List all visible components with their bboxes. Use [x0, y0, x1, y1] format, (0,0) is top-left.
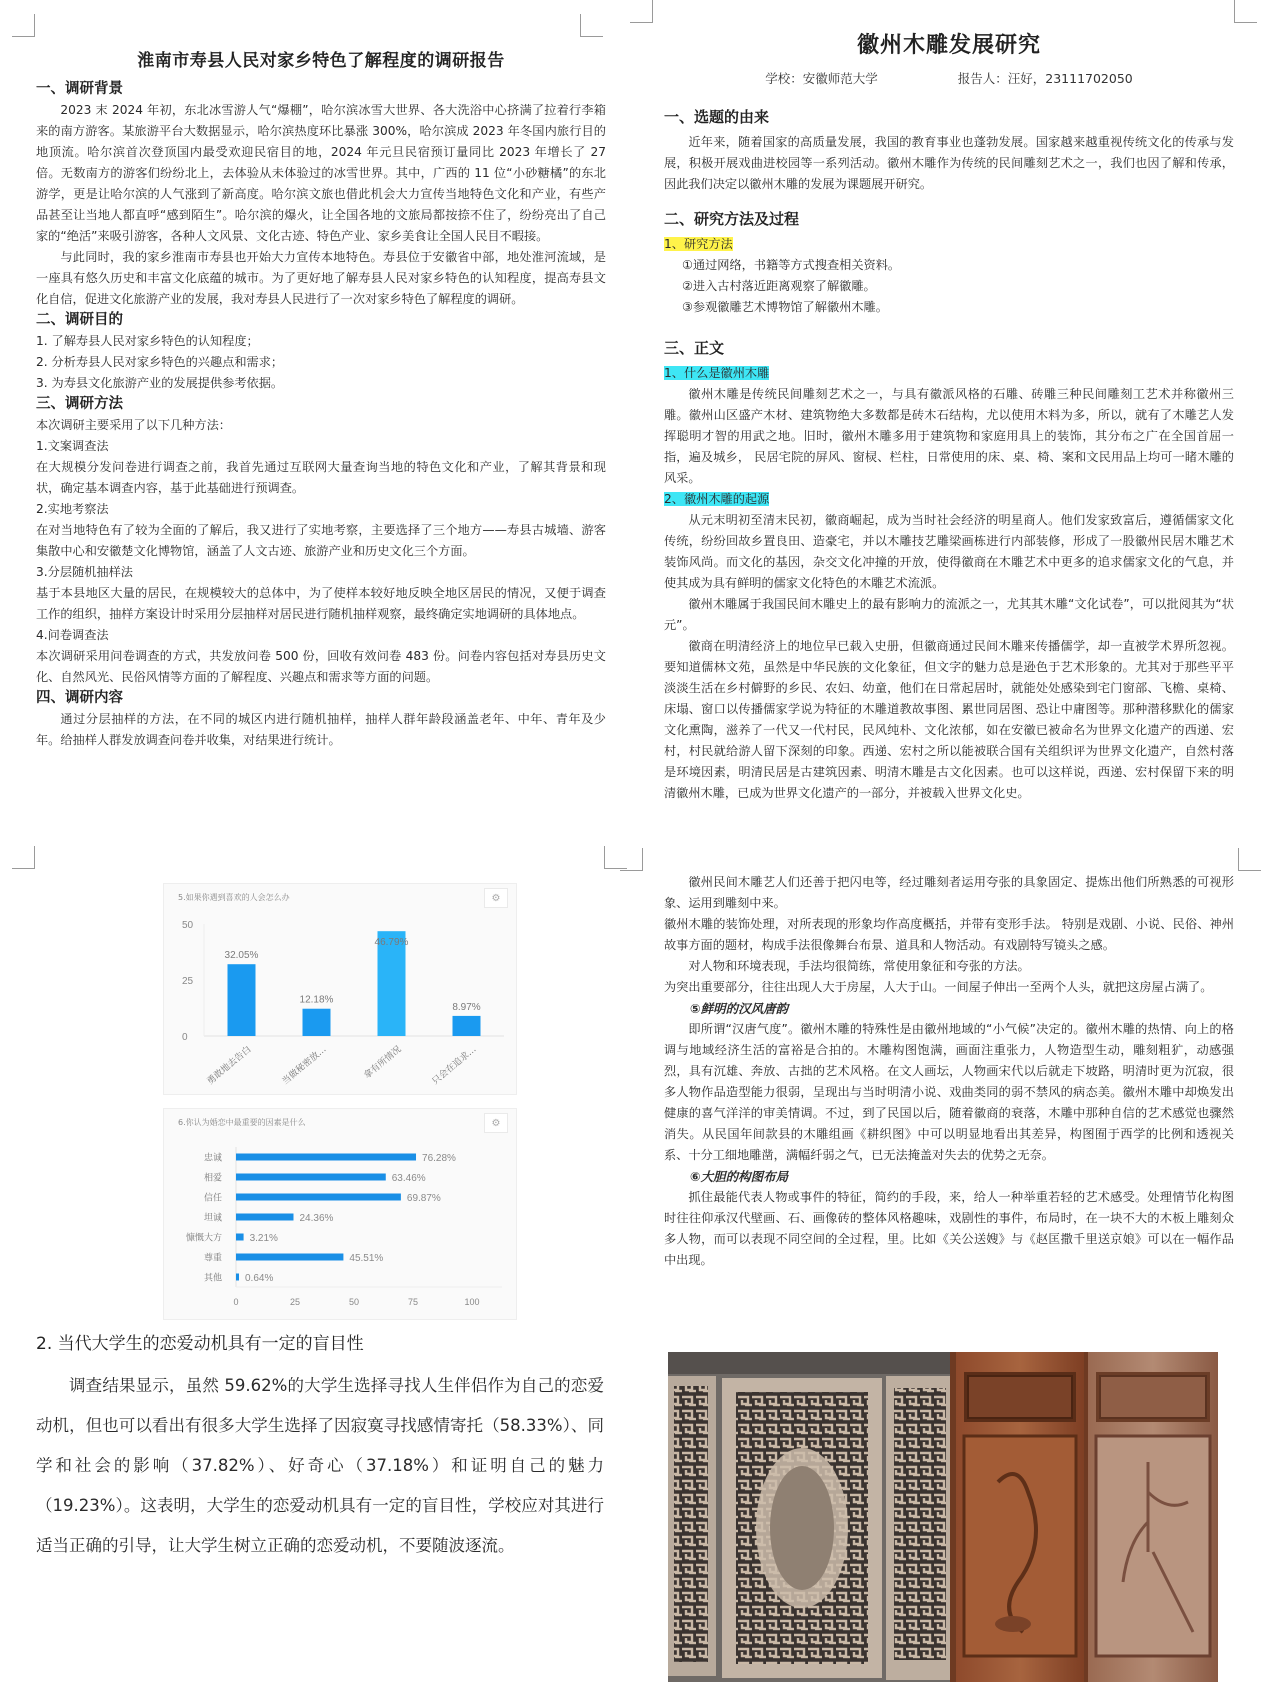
bar-value-label: 0.64% — [245, 1273, 274, 1284]
paragraph: 徽州木雕属于我国民间木雕史上的最有影响力的流派之一，尤其其木雕“文化试卷”，可以批阅其为“状元”。 — [664, 597, 1234, 632]
highlighted-subheading: 1、什么是徽州木雕 — [664, 366, 770, 380]
page-corner-mark — [1234, 0, 1257, 23]
paragraph: 本次调研采用问卷调查的方式，共发放问卷 500 份，回收有效问卷 483 份。问卷内容包括对寿县历史文化、自然风光、民俗风情等方面的了解程度、兴趣点和需求等方面的问题。 — [36, 649, 606, 684]
paragraph: 徽州民间木雕艺人们还善于把闪电等，经过雕刻者运用夸张的具象固定、提炼出他们所熟悉的可视形象、运用到雕刻中来。 — [664, 875, 1234, 910]
woodcarving-report-page — [664, 28, 1234, 804]
list-item: ③参观徽雕艺术博物馆了解徽州木雕。 — [682, 300, 888, 314]
highlighted-subheading: 2、徽州木雕的起源 — [664, 492, 770, 506]
paragraph: 徽州木雕是传统民间雕刻艺术之一，与具有徽派风格的石雕、砖雕三种民间雕刻工艺术并称徽州三雕。徽州山区盛产木材、建筑物绝大多数都是砖木石结构，尤以使用木料为多，所以，就有了木雕艺人发挥聪明才智的用武之地。旧时，徽州木雕多用于建筑物和家庭用具上的装饰，其分布之广在全国首屈一指，遍及城乡， 民居宅院的屏风、窗棂、栏柱，日常使用的床、桌、椅、案和文民用品上均可一睹木雕的风采。 — [664, 387, 1234, 485]
essay-heading: 2. 当代大学生的恋爱动机具有一定的盲目性 — [36, 1334, 364, 1354]
bar — [236, 1254, 343, 1261]
highlighted-subheading: 1、研究方法 — [664, 237, 733, 251]
school-label: 学校：安徽师范大学 — [765, 71, 878, 86]
paragraph: 对人物和环境表现，手法均很简练，常使用象征和夸张的方法。 — [688, 959, 1030, 973]
bar — [236, 1174, 386, 1181]
chart-card-2 — [163, 1108, 517, 1320]
bar — [236, 1154, 416, 1161]
woodcarving-photo — [668, 1352, 1226, 1682]
gear-icon[interactable]: ⚙ — [484, 888, 508, 908]
x-tick-label: 75 — [407, 1297, 419, 1307]
paragraph: 通过分层抽样的方法，在不同的城区内进行随机抽样，抽样人群年龄段涵盖老年、中年、青年及少年。给抽样人群发放调查问卷并收集，对结果进行统计。 — [36, 712, 606, 747]
bar — [453, 1016, 481, 1036]
paragraph: 即所谓“汉唐气度”。徽州木雕的特殊性是由徽州地域的“小气候”决定的。徽州木雕的热情、向上的格调与地域经济生活的富裕是合拍的。木雕构图饱满，画面注重张力，人物造型生动，雕刻粗犷，动感强烈，具有沉雄、奔放、古拙的艺术风格。在文人画坛，人物画宋代以后就走下坡路，明清时更为沉寂，很多人物作品造型能力很弱，呈现出与当时明清小说、戏曲类同的弱不禁风的病态美。徽州木雕中却焕发出健康的喜气洋洋的审美情调。不过，到了民国以后，随着徽商的衰落，木雕中那种自信的艺术感觉也骤然消失。从民国年间款县的木雕组画《耕织图》中可以明显地看出其差异，构图囿于西学的比例和透视关系、十分工细地雕凿，满幅纤弱之气，已无法掩盖对失去的优势之无奈。 — [664, 1022, 1234, 1162]
horizontal-bar-chart — [164, 1109, 516, 1319]
bar-value-label: 46.79% — [374, 937, 409, 949]
x-tick-label: 50 — [348, 1297, 360, 1307]
page-corner-mark — [630, 0, 653, 23]
bar-value-label: 24.36% — [299, 1213, 334, 1224]
paragraph: 为突出重要部分，往往出现人大于房屋，人大于山。一间屋子伸出一至两个人头，就把这房屋占满了。 — [664, 980, 1213, 994]
page-corner-mark — [580, 14, 603, 37]
paragraph: 徽州木雕的装饰处理，对所表现的形象均作高度概括，并带有变形手法。 特别是戏剧、小说、民俗、神州故事方面的题材，构成手法很像舞台布景、道具和人物活动。有戏剧特写镜头之感。 — [664, 917, 1234, 952]
section-heading: 三、调研方法 — [36, 396, 123, 412]
chart-title: 6.你认为婚恋中最重要的因素是什么 — [178, 1118, 306, 1127]
bar-value-label: 3.21% — [249, 1233, 278, 1244]
bar — [228, 964, 256, 1036]
y-tick-label: 慷慨大方 — [185, 1233, 222, 1244]
page-corner-mark — [12, 846, 35, 869]
subsection-heading: ⑤鲜明的汉风唐韵 — [690, 1001, 789, 1016]
paragraph: 在大规模分发问卷进行调查之前，我首先通过互联网大量查询当地的特色文化和产业，了解其背景和现状，确定基本调查内容，基于此基础进行预调查。 — [36, 460, 606, 495]
list-item: ②进入古村落近距离观察了解徽雕。 — [682, 279, 876, 293]
bar-value-label: 8.97% — [452, 1001, 481, 1013]
y-tick-label: 忠诚 — [203, 1153, 222, 1164]
section-heading: 二、调研目的 — [36, 312, 123, 328]
x-tick-label: 25 — [289, 1297, 301, 1307]
y-tick-label: 信任 — [203, 1193, 222, 1204]
list-item: 2. 分析寿县人民对家乡特色的兴趣点和需求； — [36, 355, 284, 369]
y-tick-label: 25 — [182, 976, 194, 987]
report-meta — [664, 69, 1234, 87]
subsection-heading: ⑥大胆的构图布局 — [690, 1169, 789, 1184]
x-tick-label: 只会在追求… — [430, 1044, 479, 1088]
paragraph: 2023 末 2024 年初，东北冰雪游人气“爆棚”，哈尔滨冰雪大世界、各大洗浴中心挤满了拉着行李箱来的南方游客。某旅游平台大数据显示，哈尔滨热度环比暴涨 300%，哈尔滨成 2023 年冬国内旅行目的地顶流。哈尔滨首次登顶国内最受欢迎民宿目的地，2024 年元旦民宿预订量同比 2023 年增长了 27 倍。无数南方的游客们纷纷北上，去体验从未体验过的冰雪世界。其中，广西的 11 位“小砂糖橘”的东北游学，更是让哈尔滨的人气涨到了新高度。哈尔滨文旅也借此机会大力宣传当地特色文化和产业，有些产品甚至让当地人都直呼“感到陌生”。哈尔滨的爆火，让全国各地的文旅局都按捺不住了，纷纷亮出了自己家的“绝活”来吸引游客，各种人文风景、文化古迹、特色产业、家乡美食让全国人民目不暇接。 — [36, 103, 606, 243]
y-tick-label: 尊重 — [203, 1253, 222, 1264]
section-heading: 三、正文 — [664, 339, 725, 357]
report-title: 淮南市寿县人民对家乡特色了解程度的调研报告 — [137, 51, 505, 71]
bar — [303, 1009, 331, 1036]
method-name: 2.实地考察法 — [36, 502, 109, 516]
list-item: 1. 了解寿县人民对家乡特色的认知程度； — [36, 334, 259, 348]
bar-value-label: 69.87% — [406, 1193, 441, 1204]
method-name: 3.分层随机抽样法 — [36, 565, 133, 579]
paragraph: 抓住最能代表人物或事件的特征，简约的手段，来，给人一种举重若轻的艺术感受。处理情节化构图时往往仰承汉代壁画、石、画像砖的整体风格趣味，戏剧性的事件，布局时，在一块不大的木板上雕刻众多人物，而可以表现不同空间的全过程，里。比如《关公送嫂》与《赵匡撒千里送京娘》可以在一幅作品中出现。 — [664, 1190, 1234, 1267]
bar-value-label: 45.51% — [349, 1253, 384, 1264]
method-name: 4.问卷调查法 — [36, 628, 109, 642]
bar-value-label: 12.18% — [299, 994, 334, 1006]
woodcarving-report-page-2 — [664, 872, 1234, 1271]
paragraph: 从元末明初至清末民初，徽商崛起，成为当时社会经济的明星商人。他们发家致富后，遵循儒家文化传统，纷纷回故乡置良田、造豪宅，并以木雕技艺雕梁画栋进行内部装修，形成了一股徽州民居木雕艺术装饰风尚。而文化的基因，杂交文化冲撞的开放，使得徽商在木雕艺术中更多的追求儒家文化的气息，并使其成为具有鲜明的儒家文化特色的木雕艺术流派。 — [664, 513, 1234, 590]
vertical-bar-chart — [164, 884, 516, 1094]
section-heading: 一、调研背景 — [36, 81, 123, 97]
y-tick-label: 0 — [182, 1032, 188, 1043]
list-item: 3. 为寿县文化旅游产业的发展提供参考依据。 — [36, 376, 284, 390]
y-tick-label: 坦诚 — [203, 1213, 222, 1224]
list-item: ①通过网络，书籍等方式搜查相关资料。 — [682, 258, 901, 272]
chart-card-1 — [163, 883, 517, 1095]
section-heading: 四、调研内容 — [36, 690, 123, 706]
page-corner-mark — [12, 14, 35, 37]
x-tick-label: 0 — [233, 1297, 239, 1307]
bar — [236, 1274, 239, 1281]
y-tick-label: 50 — [182, 920, 194, 931]
y-tick-label: 相爱 — [203, 1173, 222, 1184]
essay-paragraph: 调查结果显示，虽然 59.62%的大学生选择寻找人生伴侣作为自己的恋爱动机，但也可以看出有很多大学生选择了因寂寞寻找感情寄托（58.33%）、同学和社会的影响（37.82%）、好奇心（37.18%）和证明自己的魅力（19.23%）。这表明，大学生的恋爱动机具有一定的盲目性，学校应对其进行适当正确的引导，让大学生树立正确的恋爱动机，不要随波逐流。 — [36, 1376, 604, 1555]
bar — [236, 1194, 401, 1201]
essay-section — [36, 1332, 604, 1566]
x-tick-label: 当做秘密放… — [280, 1044, 329, 1088]
bar-value-label: 76.28% — [422, 1153, 456, 1164]
reporter-label: 报告人：汪好，23111702050 — [957, 71, 1133, 86]
paragraph: 与此同时，我的家乡淮南市寿县也开始大力宣传本地特色。寿县位于安徽省中部，地处淮河流域，是一座具有悠久历史和丰富文化底蕴的城市。为了更好地了解寿县人民对家乡特色的认知程度，提高寿县文化自信，促进文化旅游产业的发展，我对寿县人民进行了一次对家乡特色了解程度的调研。 — [36, 250, 606, 306]
report-title: 徽州木雕发展研究 — [856, 33, 1041, 58]
bar — [236, 1214, 293, 1221]
method-name: 1.文案调查法 — [36, 439, 109, 453]
bar-value-label: 32.05% — [224, 950, 259, 962]
section-heading: 二、研究方法及过程 — [664, 210, 800, 228]
x-tick-label: 拿有所情况 — [362, 1044, 404, 1082]
paragraph: 徽商在明清经济上的地位早已载入史册，但徽商通过民间木雕来传播儒学，却一直被学术界所忽视。要知道儒林文苑，虽然是中华民族的文化象征，但文字的魅力总是逊色于艺术形象的。尤其对于那些平平淡淡生活在乡村僻野的乡民、农妇、幼童，他们在日常起居时，就能处处感染到宅门窗部、飞檐、桌椅、床塌、窗口以传播儒家学说为特征的木雕道教故事图、累世同居图、恐让中庸图等。那种潜移默化的儒家文化熏陶，滋养了一代又一代村民，民风纯朴、文化浓郁，如在安徽已被命名为世界文化遗产的西递、宏村，村民就给游人留下深刻的印象。西递、宏村之所以能被联合国有关组织评为世界文化遗产，自然村落是环境因素，明清民居是古建筑因素、明清木雕是古文化因素。也可以这样说，西递、宏村保留下来的明清徽州木雕，已成为世界文化遗产的一部分，并被载入世界文化史。 — [664, 639, 1234, 800]
chart-title: 5.如果你遇到喜欢的人会怎么办 — [178, 893, 290, 902]
x-tick-label: 勇敢地去告白 — [205, 1044, 254, 1088]
bar — [236, 1234, 244, 1241]
paragraph: 近年来，随着国家的高质量发展，我国的教育事业也蓬勃发展。国家越来越重视传统文化的传承与发展，积极开展戏曲进校园等一系列活动。徽州木雕作为传统的民间雕刻艺术之一，我们也因了解和传承，因此我们决定以徽州木雕的发展为课题展开研究。 — [664, 135, 1234, 191]
page-corner-mark — [620, 848, 643, 871]
woodcarving-photo-graphic — [668, 1352, 1226, 1682]
paragraph: 基于本县地区大量的居民，在规模较大的总体中，为了使样本较好地反映全地区居民的情况，又便于调查工作的组织，抽样方案设计时采用分层抽样对居民进行随机抽样观察，最终确定实地调研的具体地点。 — [36, 586, 606, 621]
survey-report-page — [36, 40, 606, 751]
bar-value-label: 63.46% — [391, 1173, 426, 1184]
gear-icon[interactable]: ⚙ — [484, 1113, 508, 1133]
section-heading: 一、选题的由来 — [664, 108, 770, 126]
x-tick-label: 100 — [464, 1297, 480, 1307]
page-corner-mark — [1238, 848, 1261, 871]
paragraph: 在对当地特色有了较为全面的了解后，我又进行了实地考察，主要选择了三个地方——寿县古城墙、游客集散中心和安徽楚文化博物馆，涵盖了人文古迹、旅游产业和历史文化三个方面。 — [36, 523, 606, 558]
y-tick-label: 其他 — [203, 1273, 222, 1284]
paragraph: 本次调研主要采用了以下几种方法： — [36, 418, 231, 432]
